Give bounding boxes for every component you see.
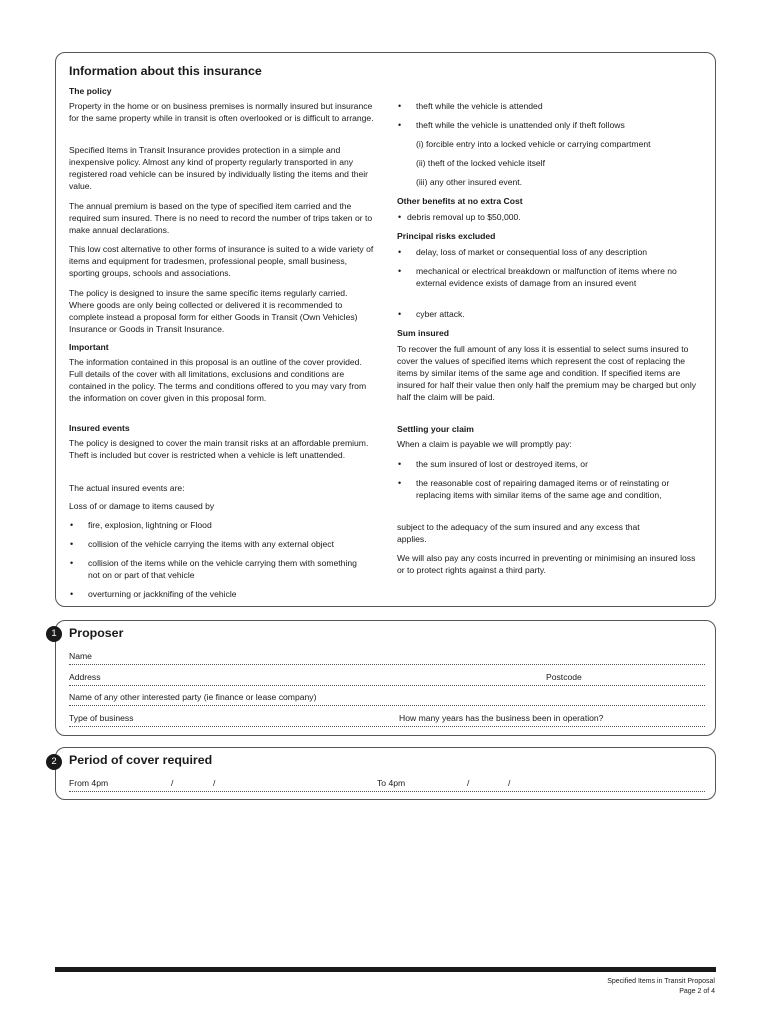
footer-rule (55, 967, 716, 972)
section-number-badge: 1 (46, 626, 62, 642)
list-item: • cyber attack. (397, 308, 697, 320)
settling-heading: Settling your claim (397, 424, 474, 434)
postcode-label: Postcode (546, 672, 582, 682)
sum-insured-heading: Sum insured (397, 328, 450, 338)
name-label: Name (69, 651, 92, 661)
from-date-slash: / (213, 778, 216, 788)
to-date-slash: / (467, 778, 470, 788)
exclusions-heading: Principal risks excluded (397, 231, 496, 241)
policy-paragraph-4: This low cost alternative to other forms of insurance is suited to a wide variety of items and equipment for tradesmen, professional people, small business, sporting groups, schools and associations. (69, 244, 374, 278)
insured-events-p1: The policy is designed to cover the main transit risks at an affordable premium. Theft is included but cover is restricted when a vehicle is left unattended. (69, 438, 369, 460)
policy-paragraph-3: The annual premium is based on the type of specified item carried and the required sum insured. There is no need to record the number of trips taken or to make annual declarations. (69, 201, 373, 235)
address-field[interactable] (69, 665, 705, 686)
proposer-title: Proposer (69, 626, 124, 640)
period-section (51, 747, 716, 800)
interested-party-field[interactable] (69, 685, 705, 706)
years-label: How many years has the business been in operation? (399, 713, 604, 723)
to-label: To 4pm (377, 778, 406, 788)
list-item: (iii) any other insured event. (416, 177, 523, 187)
to-date-slash: / (508, 778, 511, 788)
list-item: • collision of the vehicle carrying the items with any external object (69, 538, 374, 550)
insured-events-list (69, 519, 374, 531)
list-item: (i) forcible entry into a locked vehicle or carrying compartment (416, 139, 651, 149)
period-dates-field[interactable] (69, 771, 705, 792)
insured-events-heading: Insured events (69, 423, 130, 433)
section-number-badge: 2 (46, 754, 62, 770)
information-section (55, 52, 716, 607)
other-benefits-heading: Other benefits at no extra Cost (397, 196, 523, 206)
policy-heading: The policy (69, 86, 112, 96)
name-field[interactable] (69, 644, 705, 665)
settling-p1: subject to the adequacy of the sum insured and any excess that applies. (397, 522, 640, 544)
settling-intro: When a claim is payable we will promptly pay: (397, 439, 572, 449)
list-item: • overturning or jackknifing of the vehicle (69, 588, 374, 600)
proposer-section (51, 620, 716, 736)
list-item: (ii) theft of the locked vehicle itself (416, 158, 545, 168)
period-title: Period of cover required (69, 753, 213, 767)
important-heading: Important (69, 342, 109, 352)
list-item: • theft while the vehicle is attended (397, 100, 697, 112)
from-date-slash: / (171, 778, 174, 788)
from-label: From 4pm (69, 778, 109, 788)
policy-paragraph-5: The policy is designed to insure the same specific items regularly carried. Where goods are only being collected or delivered it is recommended to complete instead a proposal form for either Goods in Transit (Own Vehicles) Insurance or Goods in Transit Insurance. (69, 288, 358, 334)
sum-insured-text: To recover the full amount of any loss it is essential to select sums insured to cover the values of specified items which represent the cost of replacing the items by similar items of the same age and condition. If specified items are insured for half their value then only half the premium may be charged but only half the claim will be paid. (397, 344, 697, 402)
footer-doc-title: Specified Items in Transit Proposal (607, 978, 715, 985)
information-title: Information about this insurance (69, 64, 262, 78)
theft-conditions-list (397, 138, 716, 188)
list-item: • debris removal up to $50,000. (397, 211, 697, 223)
policy-paragraph-1: Property in the home or on business premises is normally insured but insurance for the same property while in transit is often overlooked or is difficult to arrange. (69, 101, 374, 123)
list-item: • the sum insured of lost or destroyed items, or (397, 458, 697, 470)
insured-events-p2: The actual insured events are: (69, 483, 185, 493)
interested-party-label: Name of any other interested party (ie finance or lease company) (69, 692, 317, 702)
business-label: Type of business (69, 713, 134, 723)
list-item: • collision of the items while on the vehicle carrying them with something not on or part of that vehicle (69, 557, 361, 581)
footer-page-number: Page 2 of 4 (679, 988, 715, 995)
list-item: • mechanical or electrical breakdown or malfunction of items where no external evidence exists of damage from an insured event (397, 265, 697, 289)
important-text: The information contained in this proposal is an outline of the cover provided. Full details of the cover with all limitations, exclusions and conditions are contained in the policy. The terms and conditions offered to you may vary from the information on cover given in this proposal form. (69, 357, 367, 403)
list-item: • delay, loss of market or consequential loss of any description (397, 246, 697, 258)
insured-events-p3: Loss of or damage to items caused by (69, 501, 215, 511)
list-item: • the reasonable cost of repairing damaged items or of reinstating or replacing items with similar items of the same age and condition, (397, 477, 687, 501)
settling-p2: We will also pay any costs incurred in preventing or minimising an insured loss or to protect rights against a third party. (397, 553, 696, 575)
list-item: • fire, explosion, lightning or Flood (69, 519, 374, 531)
list-item: • theft while the vehicle is unattended only if theft follows (397, 119, 697, 131)
address-label: Address (69, 672, 101, 682)
business-field[interactable] (69, 706, 705, 727)
policy-paragraph-2: Specified Items in Transit Insurance provides protection in a simple and inexpensive policy. Almost any kind of property regularly transported in any registered road vehicle can be insured by individually listing the items and their value. (69, 145, 369, 191)
